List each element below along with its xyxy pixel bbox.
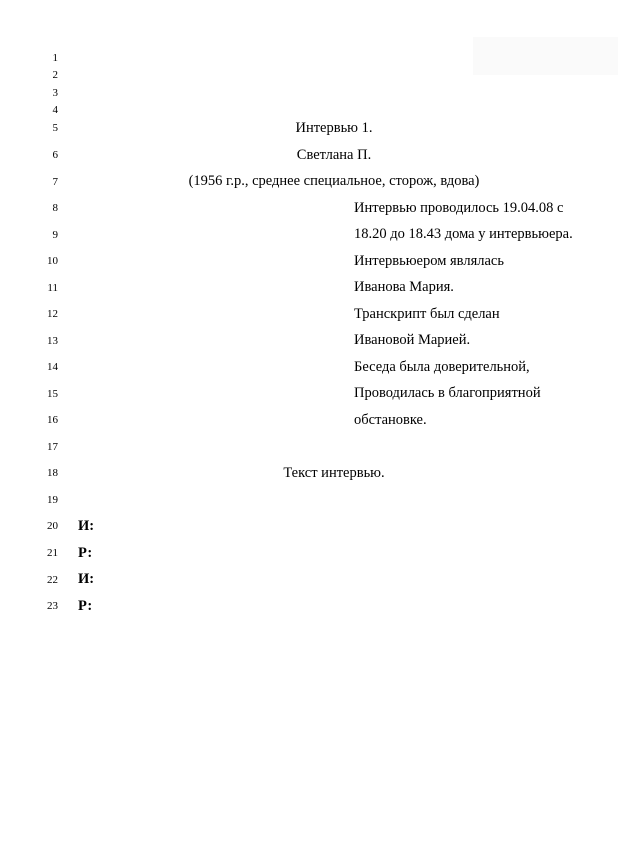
line-number: 13 [47, 335, 58, 347]
meta-line: 18.20 до 18.43 дома у интервьюера. [354, 226, 573, 242]
meta-line: Иванова Мария. [354, 279, 454, 295]
line-number: 22 [47, 574, 58, 586]
line-number: 10 [47, 255, 58, 267]
meta-line: Беседа была доверительной, [354, 359, 530, 375]
line-number: 15 [47, 388, 58, 400]
line-number: 20 [47, 520, 58, 532]
speaker-label: Р: [78, 545, 93, 561]
line-number: 21 [47, 547, 58, 559]
line-number: 2 [52, 69, 58, 81]
line-number: 5 [52, 122, 58, 134]
speaker-label: И: [78, 518, 95, 534]
line-number: 17 [47, 441, 58, 453]
speaker-label: И: [78, 571, 95, 587]
line-number: 16 [47, 414, 58, 426]
interviewee-info: (1956 г.р., среднее специальное, сторож, вдова) [188, 173, 480, 189]
line-number: 9 [52, 229, 58, 241]
meta-line: обстановке. [354, 412, 427, 428]
line-number: 6 [52, 149, 58, 161]
speaker-label: Р: [78, 598, 93, 614]
line-number: 23 [47, 600, 58, 612]
line-number: 14 [47, 361, 58, 373]
meta-line: Транскрипт был сделан [354, 306, 500, 322]
line-number: 3 [52, 87, 58, 99]
meta-line: Интервьюером являлась [354, 253, 504, 269]
line-number: 12 [47, 308, 58, 320]
interviewee-name: Светлана П. [296, 147, 372, 163]
line-number: 19 [47, 494, 58, 506]
interview-title: Интервью 1. [295, 120, 373, 136]
line-number: 8 [52, 202, 58, 214]
section-title: Текст интервью. [283, 465, 385, 481]
page-corner-shade [473, 37, 618, 75]
meta-line: Интервью проводилось 19.04.08 с [354, 200, 564, 216]
meta-line: Ивановой Марией. [354, 332, 471, 348]
line-number: 1 [52, 52, 58, 64]
line-number: 4 [52, 104, 58, 116]
line-number: 7 [52, 176, 58, 188]
meta-line: Проводилась в благоприятной [354, 385, 541, 401]
line-number: 18 [47, 467, 58, 479]
line-number: 11 [47, 282, 58, 294]
